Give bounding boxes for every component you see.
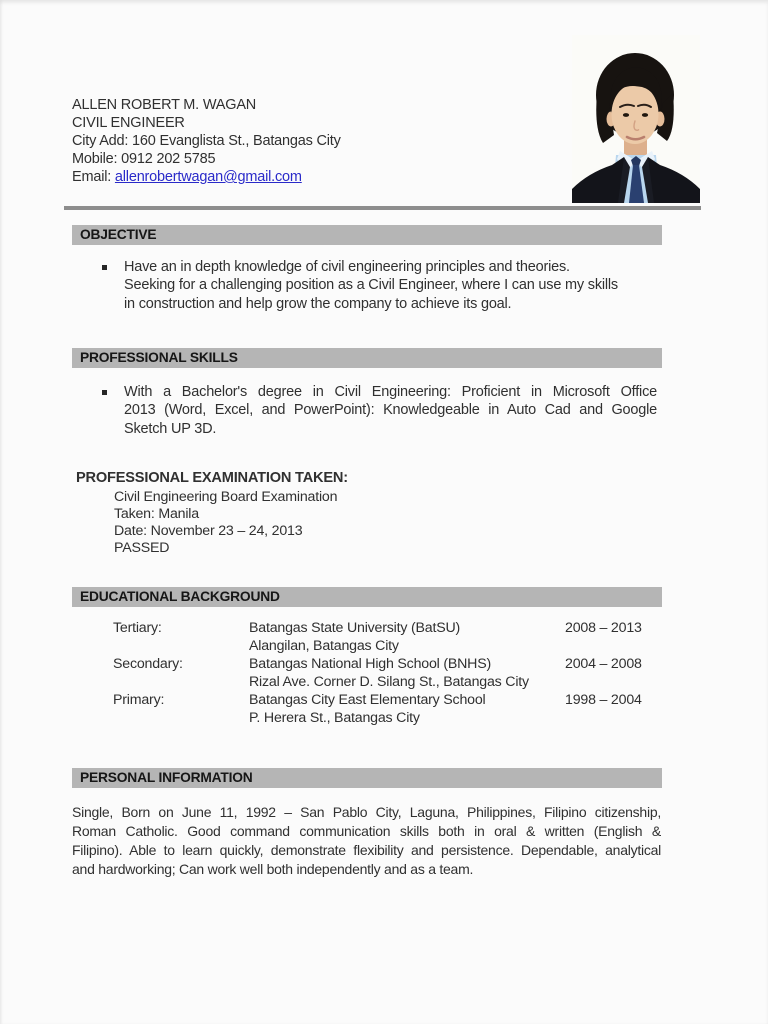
objective-text-line: Seeking for a challenging position as a Civil Engineer, where I can use my skills (124, 277, 618, 294)
section-header-personal: PERSONAL INFORMATION (72, 768, 662, 788)
section-header-objective: OBJECTIVE (72, 225, 662, 245)
objective-text-line: Have an in depth knowledge of civil engineering principles and theories. (124, 259, 570, 275)
contact-block (72, 96, 341, 186)
section-header-education: EDUCATIONAL BACKGROUND (72, 587, 662, 607)
exam-details (114, 489, 337, 557)
education-level: Secondary: (113, 656, 183, 672)
education-school-block (249, 655, 589, 691)
skills-text-line: Sketch UP 3D. (124, 420, 217, 437)
email-label: Email: (72, 169, 115, 185)
education-school: Batangas State University (BatSU) (249, 620, 461, 636)
education-school: Batangas City East Elementary School (249, 692, 486, 708)
personal-info-line: and hardworking; Can work well both independently and as a team. (72, 861, 474, 877)
personal-info-line: Single, Born on June 11, 1992 – San Pablo City, Laguna, Philippines, Filipino citizenship, (72, 804, 661, 820)
education-years: 1998 – 2004 (565, 692, 642, 708)
education-years: 2008 – 2013 (565, 620, 642, 636)
bullet-icon (102, 390, 107, 395)
education-level: Tertiary: (113, 620, 162, 636)
email-link[interactable]: allenrobertwagan@gmail.com (114, 169, 302, 185)
applicant-title: CIVIL ENGINEER (72, 115, 185, 131)
contact-address: City Add: 160 Evanglista St., Batangas City (72, 133, 341, 149)
contact-email-line (72, 168, 341, 186)
personal-info-paragraph (72, 803, 661, 879)
personal-info-line: Roman Catholic. Good command communication skills both in oral & written (English & (72, 823, 661, 839)
bullet-icon (102, 265, 107, 270)
education-years: 2004 – 2008 (565, 656, 642, 672)
skills-text-line: 2013 (Word, Excel, and PowerPoint): Knowledgeable in Auto Cad and Google (124, 402, 657, 419)
education-level: Primary: (113, 692, 165, 708)
education-school-block (249, 691, 589, 727)
objective-text-line: in construction and help grow the company to achieve its goal. (124, 295, 512, 312)
contact-mobile: Mobile: 0912 202 5785 (72, 151, 216, 167)
exam-detail-line: Date: November 23 – 24, 2013 (114, 523, 303, 539)
exam-detail-line: Civil Engineering Board Examination (114, 489, 338, 505)
education-school: Batangas National High School (BNHS) (249, 656, 491, 672)
exam-section-heading: PROFESSIONAL EXAMINATION TAKEN: (76, 470, 348, 486)
applicant-name: ALLEN ROBERT M. WAGAN (72, 97, 257, 113)
skills-text-line: With a Bachelor's degree in Civil Engineering: Proficient in Microsoft Office (124, 384, 657, 400)
education-address: Rizal Ave. Corner D. Silang St., Batangas City (249, 674, 529, 690)
skills-paragraph (124, 383, 657, 438)
education-address: Alangilan, Batangas City (249, 638, 399, 654)
exam-detail-line: PASSED (114, 540, 170, 556)
objective-paragraph (124, 258, 660, 313)
education-school-block (249, 619, 589, 655)
portrait-illustration (572, 35, 700, 203)
exam-detail-line: Taken: Manila (114, 506, 199, 522)
personal-info-line: Filipino). Able to learn quickly, demonstrate flexibility and persistence. Dependable, analytical (72, 842, 661, 858)
section-header-skills: PROFESSIONAL SKILLS (72, 348, 662, 368)
header-divider (64, 206, 701, 210)
education-address: P. Herera St., Batangas City (249, 710, 420, 726)
applicant-photo (572, 35, 700, 203)
